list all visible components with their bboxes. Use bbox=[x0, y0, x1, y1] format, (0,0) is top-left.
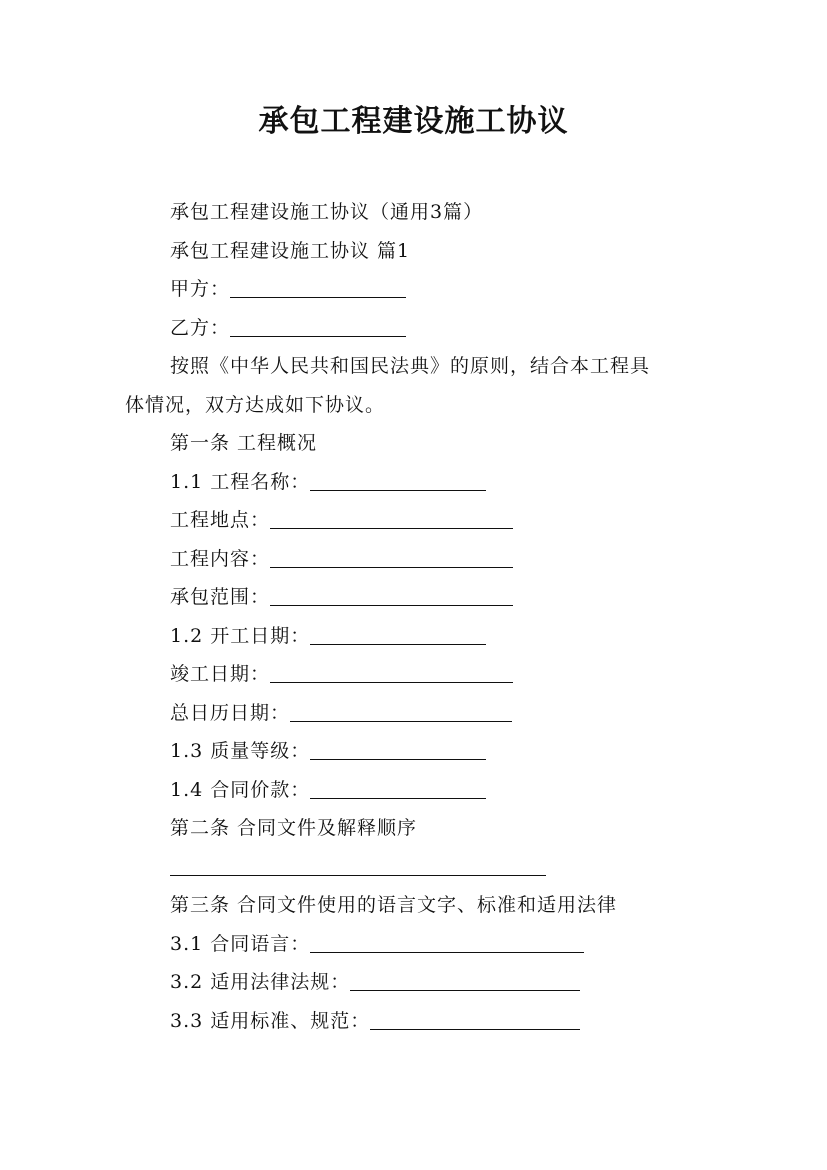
project-location-label: 工程地点： bbox=[170, 509, 271, 531]
quality-grade-blank bbox=[310, 737, 486, 760]
item-3-3-line bbox=[125, 1002, 710, 1041]
total-days-line bbox=[125, 694, 710, 733]
article-2-blank bbox=[170, 853, 546, 876]
contract-price-blank bbox=[310, 776, 486, 799]
start-date-blank bbox=[310, 622, 486, 645]
item-1-3-label: 1.3 质量等级： bbox=[170, 740, 311, 762]
applicable-law-blank bbox=[350, 968, 580, 991]
item-3-2-label: 3.2 适用法律法规： bbox=[170, 971, 351, 993]
completion-date-label: 竣工日期： bbox=[170, 663, 271, 685]
item-1-4-line bbox=[125, 771, 710, 810]
item-3-3-label: 3.3 适用标准、规范： bbox=[170, 1009, 371, 1032]
party-a-line bbox=[125, 270, 710, 309]
intro-paragraph-line1: 按照《中华人民共和国民法典》的原则，结合本工程具 bbox=[170, 355, 651, 377]
item-1-4-label: 1.4 合同价款： bbox=[170, 778, 311, 801]
subtitle: 承包工程建设施工协议（通用3篇） bbox=[170, 201, 484, 223]
party-b-label: 乙方： bbox=[170, 316, 231, 339]
project-content-line bbox=[125, 540, 710, 579]
item-1-3-line bbox=[125, 732, 710, 771]
contract-scope-label: 承包范围： bbox=[170, 586, 271, 608]
item-1-1-line bbox=[125, 463, 710, 502]
contract-scope-blank bbox=[270, 583, 513, 606]
item-1-2-label: 1.2 开工日期： bbox=[170, 624, 311, 647]
intro-paragraph-line2: 体情况，双方达成如下协议。 bbox=[125, 393, 386, 416]
item-1-1-label: 1.1 工程名称： bbox=[170, 470, 311, 493]
article-2-blank-line bbox=[125, 848, 710, 887]
section-heading: 承包工程建设施工协议 篇1 bbox=[170, 239, 411, 262]
total-days-blank bbox=[290, 699, 512, 722]
total-days-label: 总日历日期： bbox=[170, 701, 291, 724]
item-1-2-line bbox=[125, 617, 710, 656]
project-name-blank bbox=[310, 468, 486, 491]
party-a-label: 甲方： bbox=[170, 278, 231, 300]
applicable-standards-blank bbox=[370, 1007, 580, 1030]
project-content-blank bbox=[270, 545, 513, 568]
contract-language-blank bbox=[310, 930, 584, 953]
item-3-2-line bbox=[125, 963, 710, 1002]
item-3-1-label: 3.1 合同语言： bbox=[170, 932, 311, 955]
project-content-label: 工程内容： bbox=[170, 547, 271, 570]
party-b-blank bbox=[230, 314, 406, 337]
article-3-heading: 第三条 合同文件使用的语言文字、标准和适用法律 bbox=[170, 894, 618, 916]
article-1-heading: 第一条 工程概况 bbox=[170, 432, 318, 454]
item-3-1-line bbox=[125, 925, 710, 964]
document-body bbox=[125, 193, 710, 1040]
project-location-blank bbox=[270, 506, 513, 529]
party-a-blank bbox=[230, 275, 406, 298]
completion-date-blank bbox=[270, 660, 513, 683]
document-title: 承包工程建设施工协议 bbox=[258, 104, 569, 139]
party-b-line bbox=[125, 309, 710, 348]
article-2-heading: 第二条 合同文件及解释顺序 bbox=[170, 817, 418, 839]
completion-date-line bbox=[125, 655, 710, 694]
project-location-line bbox=[125, 501, 710, 540]
contract-scope-line bbox=[125, 578, 710, 617]
